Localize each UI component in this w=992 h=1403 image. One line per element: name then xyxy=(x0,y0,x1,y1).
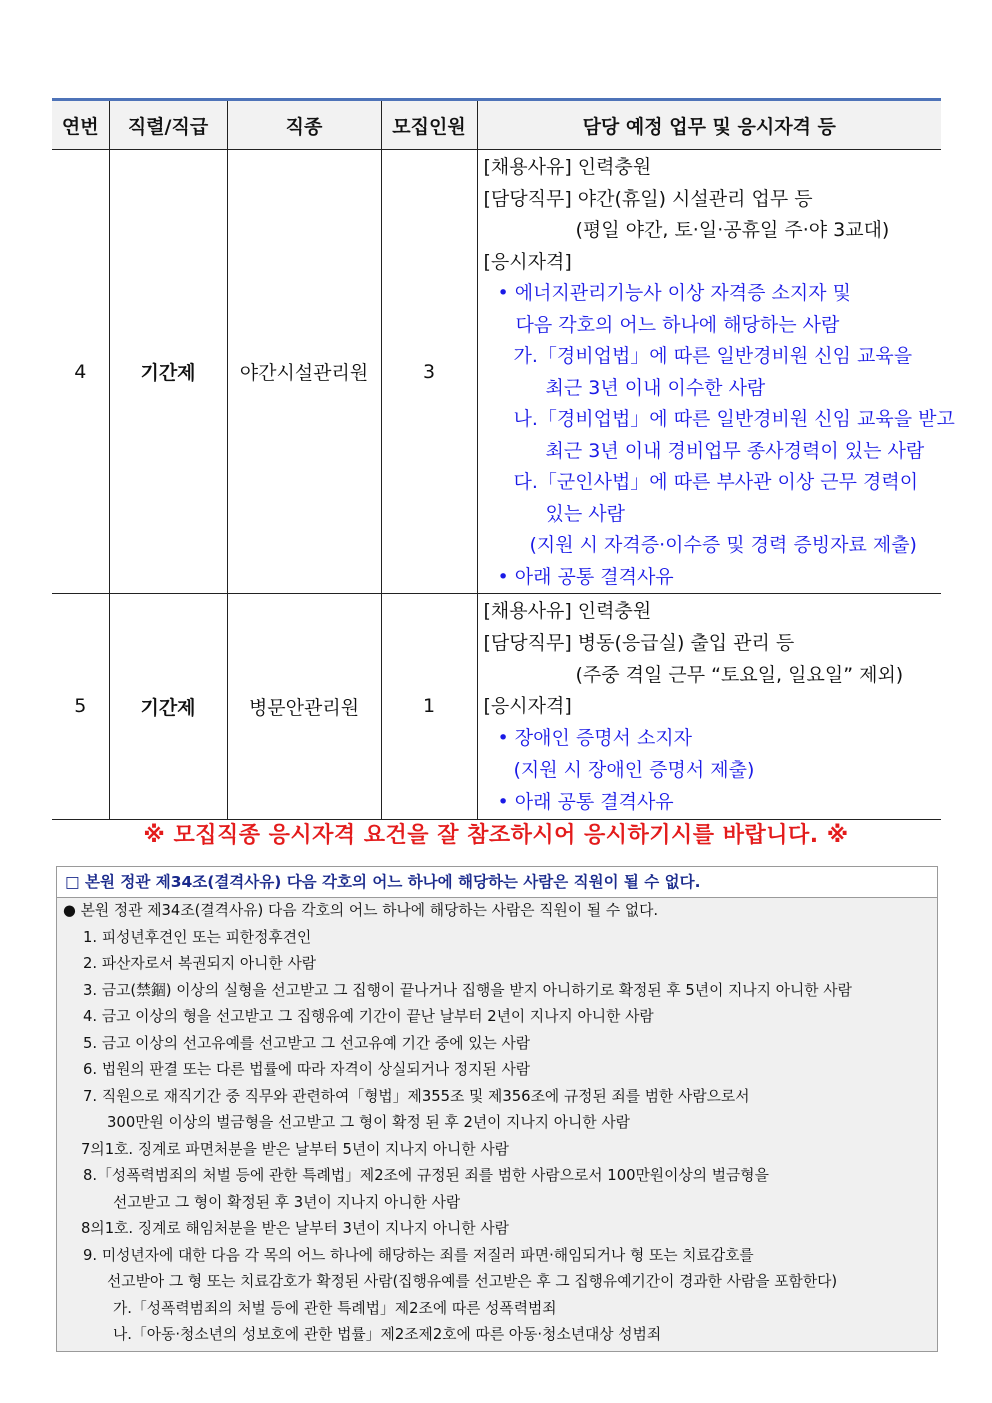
row-duties xyxy=(477,150,955,594)
box-title: □ 본원 정관 제34조(결격사유) 다음 각호의 어느 하나에 해당하는 사람은 직원이 될 수 없다. xyxy=(57,867,937,898)
list-item: 6. 법원의 판결 또는 다른 법률에 따라 자격이 상실되거나 정지된 사람 xyxy=(83,1061,531,1078)
table-row xyxy=(52,150,941,594)
row-job: 병문안관리원 xyxy=(227,594,381,820)
row-no: 4 xyxy=(52,150,109,594)
header-count: 모집인원 xyxy=(381,100,477,150)
duty-line: • 아래 공통 결격사유 xyxy=(497,565,674,588)
duty-line: [채용사유] 인력충원 xyxy=(483,600,652,622)
list-item: 가.「성폭력범죄의 처벌 등에 관한 특례법」제2조에 따른 성폭력범죄 xyxy=(113,1299,557,1317)
duty-line: 다음 각호의 어느 하나에 해당하는 사람 xyxy=(515,313,840,336)
duty-line: (평일 야간, 토·일·공휴일 주·야 3교대) xyxy=(575,219,890,241)
row-grade: 기간제 xyxy=(109,594,227,820)
row-count: 1 xyxy=(381,594,477,820)
duty-line: 가.「경비업법」에 따른 일반경비원 신임 교육을 xyxy=(513,345,913,367)
header-no: 연번 xyxy=(52,100,109,150)
duty-line: • 에너지관리기능사 이상 자격증 소지자 및 xyxy=(497,282,851,304)
duty-line: (주중 격일 근무 “토요일, 일요일” 제외) xyxy=(575,663,904,686)
list-item: 300만원 이상의 벌금형을 선고받고 그 형이 확정 된 후 2년이 지나지 아니한 사람 xyxy=(107,1114,630,1131)
header-duties: 담당 예정 업무 및 응시자격 등 xyxy=(477,100,941,150)
list-item: 4. 금고 이상의 형을 선고받고 그 집행유예 기간이 끝난 날부터 2년이 지나지 아니한 사람 xyxy=(83,1008,654,1025)
list-item: 8의1호. 징계로 해임처분을 받은 날부터 3년이 지나지 아니한 사람 xyxy=(81,1220,509,1237)
list-item: 5. 금고 이상의 선고유예를 선고받고 그 선고유예 기간 중에 있는 사람 xyxy=(83,1034,531,1052)
row-count: 3 xyxy=(381,150,477,594)
table-row xyxy=(52,594,941,820)
row-job: 야간시설관리원 xyxy=(227,150,381,594)
duty-line: [응시자격] xyxy=(483,695,572,718)
list-item: 8.「성폭력범죄의 처벌 등에 관한 특례법」제2조에 규정된 죄를 범한 사람으로서 100만원이상의 벌금형을 xyxy=(83,1167,769,1184)
duty-line: 나.「경비업법」에 따른 일반경비원 신임 교육을 받고 xyxy=(513,408,955,430)
notice-text: ※ 모집직종 응시자격 요건을 잘 참조하시어 응시하기시를 바랍니다. ※ xyxy=(143,823,849,848)
header-job: 직종 xyxy=(227,100,381,150)
duty-line: 있는 사람 xyxy=(545,502,625,525)
list-item: 나.「아동·청소년의 성보호에 관한 법률」제2조제2호에 따른 아동·청소년대상 성범죄 xyxy=(113,1326,662,1343)
duty-line: [담당직무] 야간(휴일) 시설관리 업무 등 xyxy=(483,187,813,210)
row-duties xyxy=(477,594,941,820)
header-grade: 직렬/직급 xyxy=(109,100,227,150)
row-no: 5 xyxy=(52,594,109,820)
duty-line: (지원 시 장애인 증명서 제출) xyxy=(513,758,755,781)
duty-line: • 장애인 증명서 소지자 xyxy=(497,727,693,750)
duty-line: [응시자격] xyxy=(483,250,572,273)
list-item: ● 본원 정관 제34조(결격사유) 다음 각호의 어느 하나에 해당하는 사람은 직원이 될 수 없다. xyxy=(63,902,659,919)
duty-line: 다.「군인사법」에 따른 부사관 이상 근무 경력이 xyxy=(513,471,919,493)
list-item: 1. 피성년후견인 또는 피한정후견인 xyxy=(83,928,312,946)
duty-line: (지원 시 자격증·이수증 및 경력 증빙자료 제출) xyxy=(529,534,917,556)
list-item: 7. 직원으로 재직기간 중 직무와 관련하여「형법」제355조 및 제356조에 규정된 죄를 범한 사람으로서 xyxy=(83,1087,750,1105)
table-header-row xyxy=(52,100,941,150)
duty-line: [채용사유] 인력충원 xyxy=(483,156,652,178)
recruitment-table xyxy=(52,98,955,820)
list-item: 7의1호. 징계로 파면처분을 받은 날부터 5년이 지나지 아니한 사람 xyxy=(81,1140,509,1158)
row-grade: 기간제 xyxy=(109,150,227,594)
list-item: 2. 파산자로서 복권되지 아니한 사람 xyxy=(83,955,317,972)
duty-line: [담당직무] 병동(응급실) 출입 관리 등 xyxy=(483,631,795,654)
duty-line: 최근 3년 이내 이수한 사람 xyxy=(545,376,766,399)
list-item: 3. 금고(禁錮) 이상의 실형을 선고받고 그 집행이 끝나거나 집행을 받지 아니하기로 확정된 후 5년이 지나지 아니한 사람 xyxy=(83,981,852,999)
list-item: 선고받고 그 형이 확정된 후 3년이 지나지 아니한 사람 xyxy=(113,1193,461,1211)
list-item: 9. 미성년자에 대한 다음 각 목의 어느 하나에 해당하는 죄를 저질러 파면·해임되거나 형 또는 치료감호를 xyxy=(83,1246,754,1264)
duty-line: • 아래 공통 결격사유 xyxy=(497,790,674,813)
list-item: 선고받아 그 형 또는 치료감호가 확정된 사람(집행유예를 선고받은 후 그 집행유예기간이 경과한 사람을 포함한다) xyxy=(107,1273,838,1290)
duty-line: 최근 3년 이내 경비업무 종사경력이 있는 사람 xyxy=(545,439,925,462)
disqualification-box xyxy=(56,866,938,1352)
box-body xyxy=(57,898,937,1351)
